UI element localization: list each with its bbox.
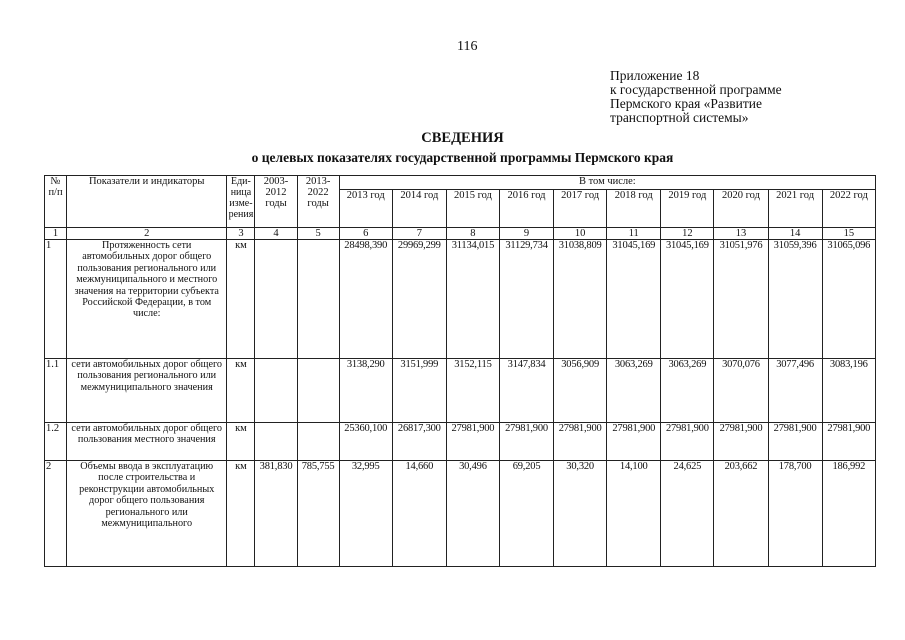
row-indicator: Объемы ввода в эксплуатацию после строительства и реконструкции автомобильных дорог общего пользования регионального или межмуниципального	[67, 461, 227, 567]
row-indicator: сети автомобильных дорог общего пользования местного значения	[67, 423, 227, 461]
header-year: 2019 год	[661, 190, 714, 228]
row-period1	[255, 240, 297, 359]
table-row	[45, 461, 876, 567]
row-value: 31051,976	[714, 240, 768, 359]
row-value: 31134,015	[446, 240, 499, 359]
header-year: 2017 год	[554, 190, 607, 228]
col-number: 7	[392, 228, 446, 240]
row-value: 30,320	[554, 461, 607, 567]
row-value: 27981,900	[554, 423, 607, 461]
row-period1	[255, 423, 297, 461]
row-value: 30,496	[446, 461, 499, 567]
table-row	[45, 423, 876, 461]
row-num: 1	[45, 240, 67, 359]
row-value: 14,100	[607, 461, 661, 567]
row-value: 25360,100	[339, 423, 392, 461]
appendix-note	[610, 69, 782, 125]
row-value: 31065,096	[822, 240, 875, 359]
row-period2	[297, 423, 339, 461]
row-value: 69,205	[499, 461, 553, 567]
col-number: 8	[446, 228, 499, 240]
col-number: 5	[297, 228, 339, 240]
row-value: 31045,169	[661, 240, 714, 359]
row-value: 3152,115	[446, 359, 499, 423]
row-indicator: сети автомобильных дорог общего пользования регионального или межмуниципального значения	[67, 359, 227, 423]
row-value: 3063,269	[607, 359, 661, 423]
col-number: 10	[554, 228, 607, 240]
row-value: 24,625	[661, 461, 714, 567]
row-value: 3077,496	[768, 359, 822, 423]
col-number: 3	[227, 228, 255, 240]
appendix-line: Приложение 18	[610, 68, 700, 83]
col-number: 14	[768, 228, 822, 240]
row-value: 3083,196	[822, 359, 875, 423]
row-num: 1.2	[45, 423, 67, 461]
row-value: 27981,900	[661, 423, 714, 461]
header-year: 2015 год	[446, 190, 499, 228]
row-value: 31045,169	[607, 240, 661, 359]
row-value: 3063,269	[661, 359, 714, 423]
header-year: 2021 год	[768, 190, 822, 228]
row-unit: км	[227, 461, 255, 567]
row-value: 27981,900	[499, 423, 553, 461]
header-year: 2018 год	[607, 190, 661, 228]
row-period1: 381,830	[255, 461, 297, 567]
row-value: 178,700	[768, 461, 822, 567]
row-value: 26817,300	[392, 423, 446, 461]
header-indicator: Показатели и индикаторы	[67, 176, 227, 228]
col-number: 9	[499, 228, 553, 240]
col-number: 1	[45, 228, 67, 240]
col-number: 13	[714, 228, 768, 240]
col-number: 2	[67, 228, 227, 240]
page-number: 116	[457, 39, 478, 54]
col-number: 12	[661, 228, 714, 240]
table-row	[45, 240, 876, 359]
row-num: 1.1	[45, 359, 67, 423]
header-period-2003-2012: 2003-2012 годы	[255, 176, 297, 228]
header-year: 2020 год	[714, 190, 768, 228]
row-value: 186,992	[822, 461, 875, 567]
header-group: В том числе:	[339, 176, 875, 190]
header-year: 2022 год	[822, 190, 875, 228]
col-number: 15	[822, 228, 875, 240]
row-period2	[297, 240, 339, 359]
row-value: 27981,900	[822, 423, 875, 461]
header-unit: Еди-ница изме-рения	[227, 176, 255, 228]
row-unit: км	[227, 240, 255, 359]
document-title: СВЕДЕНИЯ	[421, 130, 504, 146]
row-value: 27981,900	[768, 423, 822, 461]
table-row	[45, 359, 876, 423]
indicators-table	[44, 175, 876, 567]
col-number: 11	[607, 228, 661, 240]
header-year: 2013 год	[339, 190, 392, 228]
row-num: 2	[45, 461, 67, 567]
appendix-line: Пермского края «Развитие	[610, 96, 762, 111]
col-number: 4	[255, 228, 297, 240]
row-value: 27981,900	[607, 423, 661, 461]
row-value: 31059,396	[768, 240, 822, 359]
document-subtitle: о целевых показателях государственной программы Пермского края	[251, 150, 674, 165]
col-number: 6	[339, 228, 392, 240]
row-value: 3070,076	[714, 359, 768, 423]
row-value: 3056,909	[554, 359, 607, 423]
header-year: 2016 год	[499, 190, 553, 228]
row-indicator: Протяженность сети автомобильных дорог общего пользования регионального или межмуниципального и местного значения на территории субъекта Российской Федерации, в том числе:	[67, 240, 227, 359]
row-value: 14,660	[392, 461, 446, 567]
row-value: 28498,390	[339, 240, 392, 359]
appendix-line: транспортной системы»	[610, 110, 749, 125]
row-value: 3138,290	[339, 359, 392, 423]
row-unit: км	[227, 359, 255, 423]
row-value: 3151,999	[392, 359, 446, 423]
header-num: № п/п	[45, 176, 67, 228]
row-period1	[255, 359, 297, 423]
row-value: 27981,900	[714, 423, 768, 461]
header-year: 2014 год	[392, 190, 446, 228]
row-period2: 785,755	[297, 461, 339, 567]
header-period-2013-2022: 2013-2022 годы	[297, 176, 339, 228]
row-value: 32,995	[339, 461, 392, 567]
row-value: 31038,809	[554, 240, 607, 359]
row-value: 203,662	[714, 461, 768, 567]
column-number-row	[45, 228, 876, 240]
row-period2	[297, 359, 339, 423]
appendix-line: к государственной программе	[610, 82, 782, 97]
row-value: 31129,734	[499, 240, 553, 359]
row-value: 27981,900	[446, 423, 499, 461]
row-value: 29969,299	[392, 240, 446, 359]
row-value: 3147,834	[499, 359, 553, 423]
row-unit: км	[227, 423, 255, 461]
